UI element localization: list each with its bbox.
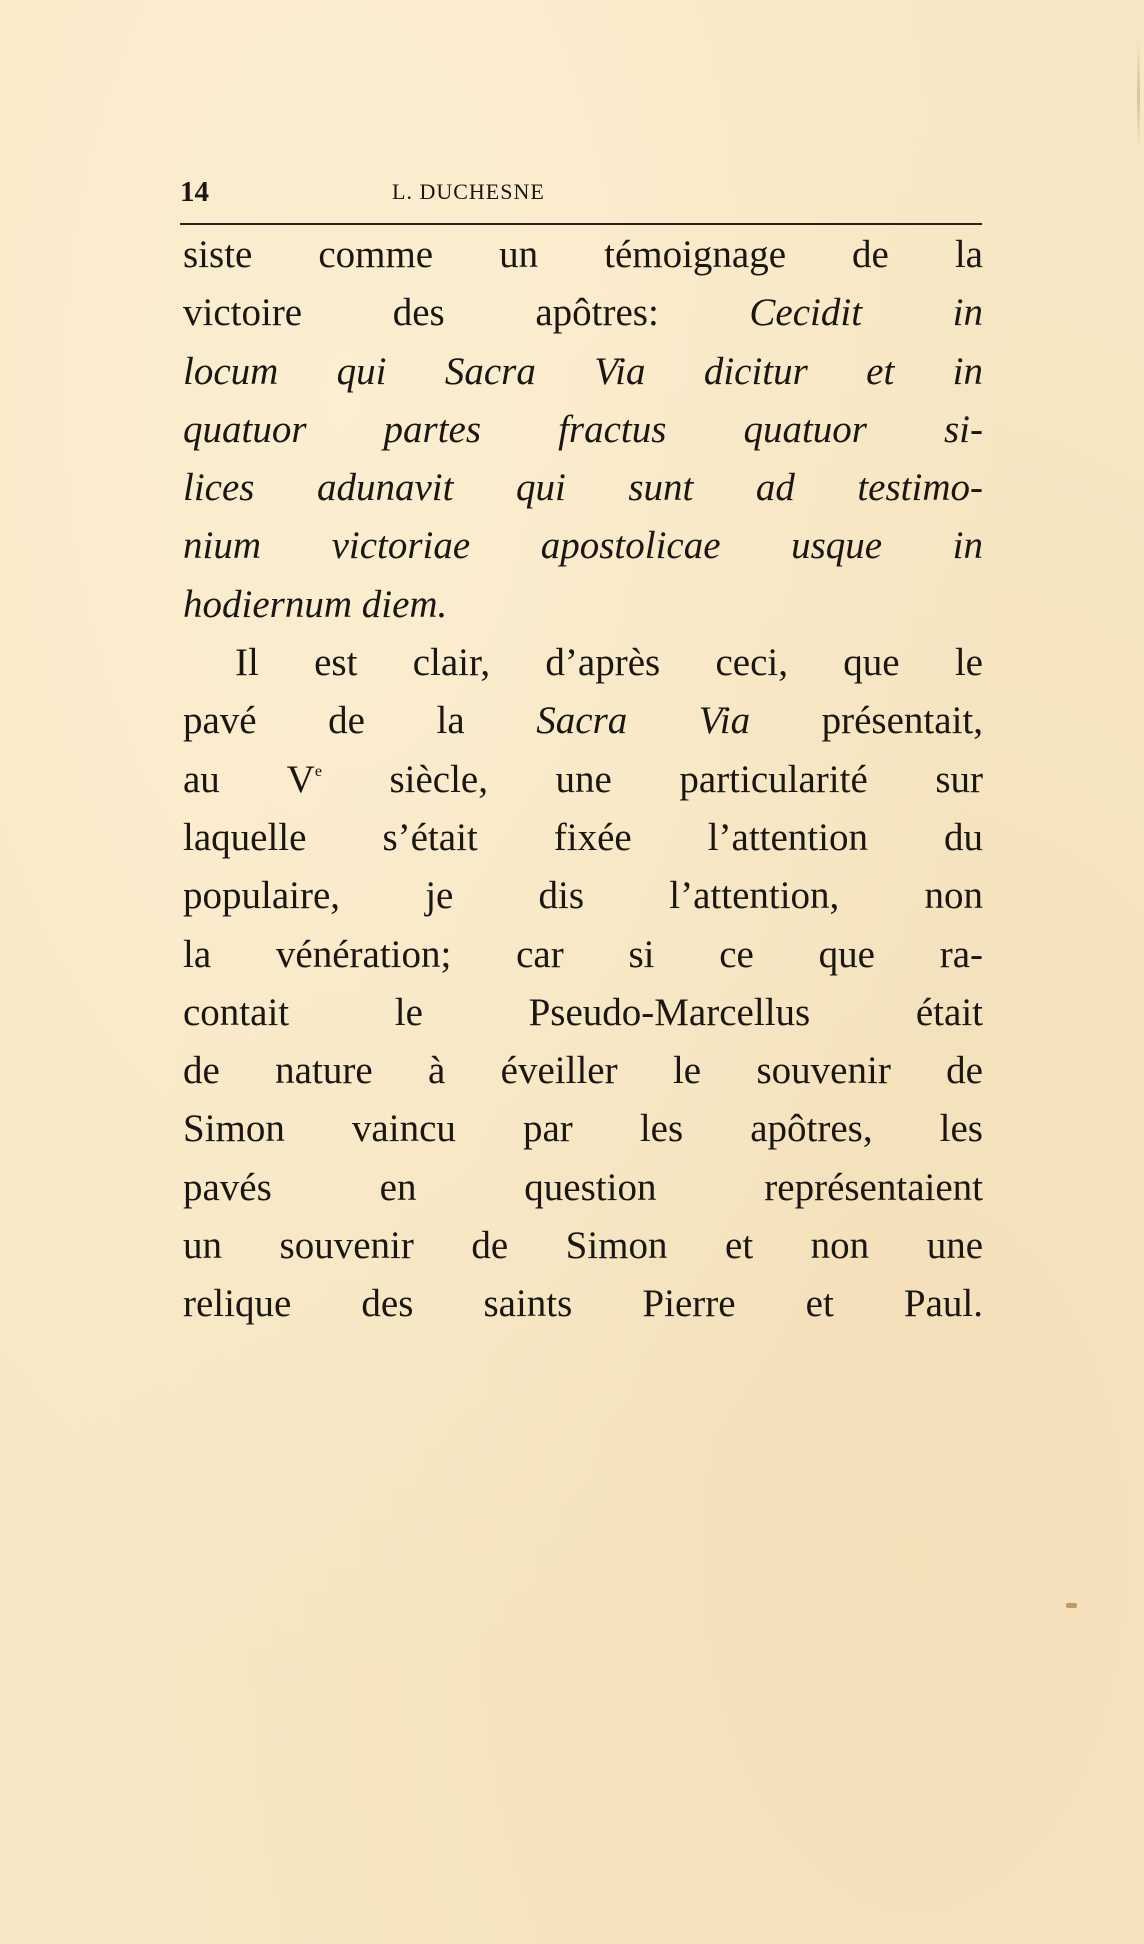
text-segment: contait le Pseudo-Marcellus était [183,990,983,1034]
text-segment: victoire des apôtres: [183,291,750,335]
text-segment: Simon vaincu par les apôtres, les [183,1107,983,1151]
text-line [183,1100,983,1158]
italic-text: locum qui Sacra Via dicitur et in [183,349,983,393]
text-line [183,1042,983,1100]
text-segment: siste comme un témoignage de la [183,233,983,276]
text-line [183,517,983,575]
italic-text: nium victoriae apostolicae usque in [183,524,983,568]
text-segment: la vénération; car si ce que ra- [183,932,983,976]
text-line [183,1159,983,1217]
page-header [180,172,980,212]
text-line [183,401,983,459]
text-segment: présentait, [750,699,983,743]
text-line [183,984,983,1042]
text-line [183,343,983,401]
text-segment: laquelle s’était fixée l’attention du [183,815,983,859]
text-line [183,692,983,750]
text-line [183,1217,983,1275]
text-line [183,459,983,517]
text-segment: de nature à éveiller le souvenir de [183,1049,983,1093]
italic-text: quatuor partes fractus quatuor si- [183,407,983,451]
text-line [183,1275,983,1333]
header-rule [180,223,982,225]
text-segment: pavé de la [183,699,537,743]
text-segment: relique des saints Pierre et Paul. [183,1282,983,1326]
text-line [183,751,983,809]
italic-text: lices adunavit qui sunt ad testimo- [183,466,983,510]
body-text [183,226,983,1334]
text-segment: Il est clair, d’après ceci, que le [235,641,983,685]
text-line [183,926,983,984]
superscript: e [314,762,322,780]
page-number: 14 [180,176,209,208]
text-segment: siècle, une particularité sur [321,757,983,801]
text-line [183,226,983,284]
text-line [183,809,983,867]
text-segment: au V [183,757,315,801]
text-segment: un souvenir de Simon et non une [183,1224,983,1268]
italic-text: Sacra Via [536,699,751,743]
text-segment: populaire, je dis l’attention, non [183,874,983,918]
text-line [183,284,983,342]
italic-text: Cecidit in [749,291,983,335]
text-segment: pavés en question représentaient [183,1165,983,1209]
text-line [183,576,983,634]
text-line [183,634,983,692]
italic-text: hodiernum diem. [183,582,448,626]
paper-speck [1066,1603,1077,1608]
text-line [183,867,983,925]
running-head: L. DUCHESNE [392,179,545,204]
page-edge-shadow [1137,40,1140,150]
